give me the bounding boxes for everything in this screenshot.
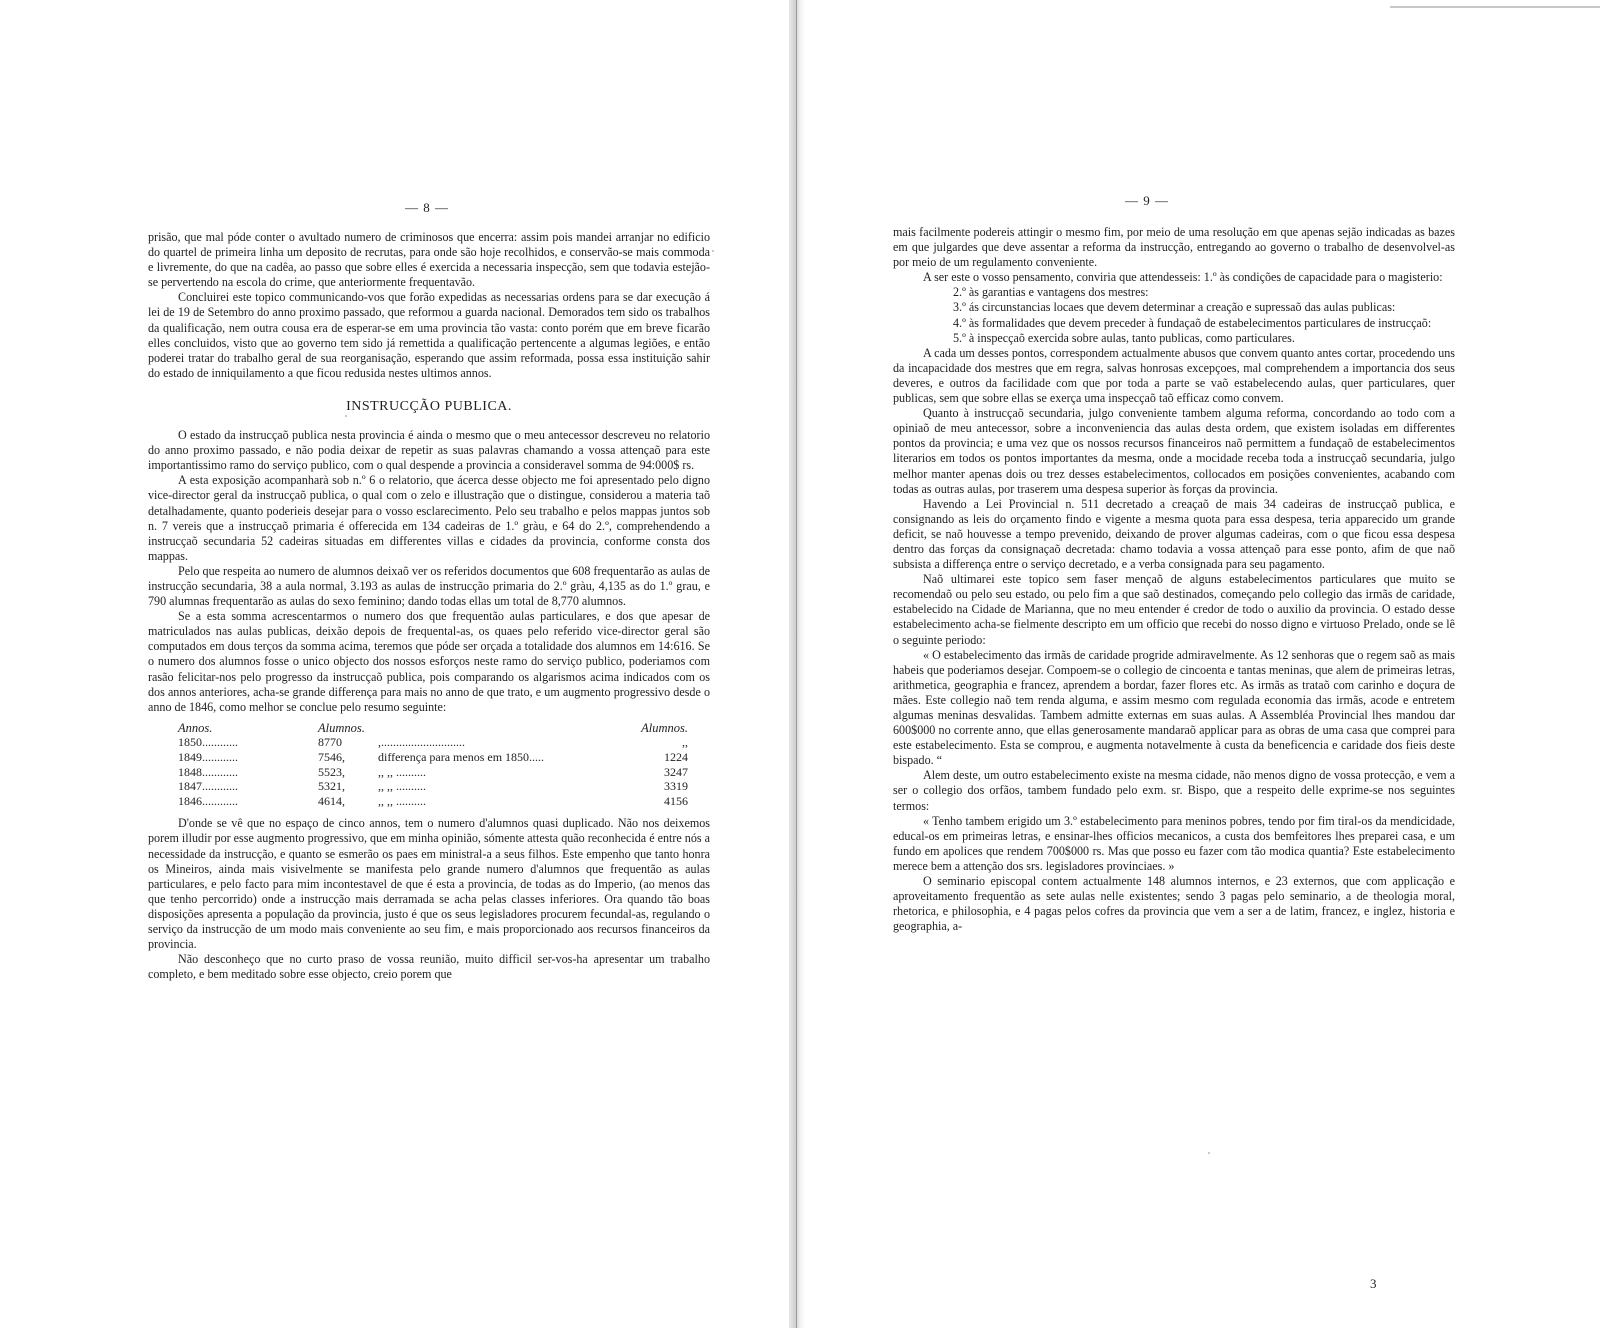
table-cell-count: 5321,: [318, 779, 345, 794]
enrollment-table: [178, 721, 688, 809]
scan-speck: [1208, 1152, 1210, 1154]
table-cell-year: 1848............: [178, 764, 238, 779]
paragraph: A ser este o vosso pensamento, conviria que attendesseis: 1.º às condições de capacidade para o magisterio:: [923, 270, 1443, 285]
table-header: [178, 721, 688, 736]
section-heading: INSTRUCÇÃO PUBLICA.: [346, 398, 512, 414]
right-text-column: [893, 225, 1455, 934]
paragraph: Se a esta somma acrescentarmos o numero dos que frequentão aulas particulares, e dos que apesar de matriculados nas aulas publicas, deixão depois de frequental-as, os quaes pelo referido vice-director geral são computados em dous terços da somma acima, teremos que póde ser orçada a totalidade dos alumnos em 14:616. Se o numero dos alumnos fosse o unico objecto dos nossos esforços neste ramo do serviço publico, poderiamos com rasão felicitar-nos pelo progresso da instrucçaõ publica, pois comparando os algarismos acima indicados com os dos annos anteriores, acha-se grande differença para mais no anno de que trato, e um augmento progressivo desde o anno de 1846, como melhor se conclue pelo resumo seguinte:: [148, 609, 710, 714]
table-cell-count: 4614,: [318, 793, 345, 808]
table-cell-diff: 3319: [664, 779, 688, 794]
right-page-number: — 9 —: [1125, 193, 1169, 208]
table-cell-year: 1850............: [178, 735, 238, 750]
table-header-cell: Alumnos.: [641, 720, 688, 735]
left-page-number: — 8 —: [405, 200, 449, 215]
paragraph: A cada um desses pontos, correspondem actualmente abusos que convem quanto antes cortar, procedendo uns da incapacidade dos mestres que em regra, salvas honrosas excepçoes, mal comprehendem a importancia dos seus deveres, e outros da facilidade com que por toda a parte se vaõ estabelecendo aulas, quer particulares, quer publicas, sem que sobre ellas se exerça uma inspecçaõ taõ efficaz como convem.: [893, 345, 1455, 406]
page-gutter: [789, 0, 805, 1328]
table-cell-diff: ,,: [682, 735, 688, 750]
paragraph: Quanto à instrucçaõ secundaria, julgo conveniente tambem alguma reforma, concordando ao todo com a opiniaõ de meu antecessor, sobre a inconveniencia das aulas desta ordem, que existem isoladas em differentes pontos da provincia; e uma vez que os nossos recursos financeiros naõ permittem a fundaçaõ de estabelecimentos literarios em todos os pontos importantes da mesma, onde a mocidade receba toda a instrucçaõ secundaria, julgo melhor manter apenas dois ou trez desses estabelecimentos, collocados em posições convenientes, acabando com todas as outras aulas, por traserem uma despesa superior às forças da provincia.: [893, 406, 1455, 496]
table-cell-note: ,, ,, ..........: [378, 793, 426, 808]
paragraph: Concluirei este topico communicando-vos que forão expedidas as necessarias ordens para se dar execução á lei de 19 de Setembro do anno proximo passado, que reformou a guarda nacional. Demorados tem sido os trabalhos da qualificação, nem outra cousa era de esperar-se em uma provincia tão vasta: conto porém que em breve ficarão elles concluidos, visto que ao governo tem sido já remettida a qualificação pertencente a algumas legiões, e então poderei tratar do trabalho geral de sua reorganisação, esperando que assim reformada, possa essa instituição sahir do estado de inniquilamento a que ficou redusida nestes ultimos annos.: [148, 290, 710, 380]
list-item: 4.º às formalidades que devem preceder à fundaçaõ de estabelecimentos particulares de instrucçaõ:: [953, 315, 1432, 330]
table-cell-note: differença para menos em 1850.....: [378, 750, 545, 764]
paragraph: Pelo que respeita ao numero de alumnos deixaõ ver os referidos documentos que 608 frequentarão as aulas de instrucção secundaria, 38 a aula normal, 3.193 as aulas de instrucção primaria do 2.º gràu, 4,135 as do 1.º grau, e 790 alumnas frequentarão as aulas do sexo feminino; dando todas ellas um total de 8,770 alumnos.: [148, 563, 710, 609]
paragraph: Não desconheço que no curto praso de vossa reunião, muito difficil ser-vos-ha apresentar um trabalho completo, e bem meditado sobre esse objecto, creio porem que: [148, 952, 710, 982]
list-item: 5.º à inspecçaõ exercida sobre aulas, tanto publicas, como particulares.: [953, 330, 1295, 345]
table-cell-note: ,............................: [378, 735, 465, 750]
left-text-column: [148, 230, 710, 982]
table-row: [178, 794, 688, 809]
table-cell-diff: 1224: [664, 750, 688, 764]
paragraph: Naõ ultimarei este topico sem faser mençaõ de alguns estabelecimentos particulares que muito se recomendaõ ou pelo seu estado, ou pelo fim a que saõ destinados, começando pelo collegio das irmãs de caridade, estabelecido na Cidade de Marianna, que no meu entender é credor de todo o auxilio da provincia. O estado desse estabelecimento acha-se fielmente descripto em um officio que recebi do nosso digno e virtuoso Prelado, onde se lê o seguinte periodo:: [893, 572, 1455, 647]
signature-mark: 3: [1370, 1276, 1377, 1291]
table-cell-count: 5523,: [318, 764, 345, 779]
table-cell-note: ,, ,, ..........: [378, 764, 426, 779]
table-cell-diff: 3247: [664, 764, 688, 779]
quote-paragraph: « O estabelecimento das irmãs de caridade progride admiravelmente. As 12 senhoras que o regem saõ as mais habeis que poderiamos desejar. Compoem-se o collegio de cincoenta e tantas meninas, que alem de primeiras letras, arithmetica, geographia e francez, aprendem a bordar, fazer flores etc. As irmãs as trataõ com carinho e doçura de mães. Este collegio naõ tem renda alguma, e assim mesmo com regulada economia das irmãs, acode e entretem algumas meninas desvalidas. Tambem admitte externas em suas aulas. A Assembléa Provincial lhes mandou dar 600$000 no corrente anno, que ellas generosamente mandaraõ applicar para as obras de uma casa que comprei para este estabelecimento. Esta se comprou, e augmenta notavelmente à custa da beneficencia e caridade dos fieis deste bispado. “: [893, 647, 1455, 768]
paragraph: D'onde se vê que no espaço de cinco annos, tem o numero d'alumnos quasi duplicado. Não nos deixemos porem illudir por esse augmento progressivo, que em minha opinião, sómente attesta quão reconhecida é entre nós a necessidade da instrucção, e quanto se esmerão os paes em ministral-a a seus filhos. Este empenho que tanto honra os Mineiros, ainda mais visivelmente se manifesta pelo grande numero d'alumnos que frequentão as aulas particulares, e pelo facto para mim incontestavel de que é esta a provincia, de todas as do Imperio, (ao menos das que tenho percorrido) onde a instrucção mais derramada se acha pelas classes inferiores. Ora quando tão boas disposições apresenta a população da provincia, justo é que os seus legisladores procurem fecundal-as, regulando o serviço da instrucção de um modo mais conveniente ao seu fim, e mais proporcionado aos recursos financeiros da provincia.: [148, 816, 710, 952]
table-header-cell: Annos.: [178, 720, 213, 735]
paragraph: Alem deste, um outro estabelecimento existe na mesma cidade, não menos digno de vossa protecção, e vem a ser o collegio dos orfãos, tambem fundado pelo exm. sr. Bispo, que a respeito delle exprime-se nos seguintes termos:: [893, 768, 1455, 813]
table-cell-count: 8770: [318, 735, 342, 750]
table-header-cell: Alumnos.: [318, 720, 365, 735]
list-item: 3.º ás circunstancias locaes que devem determinar a creação e supressaõ das aulas publicas:: [953, 300, 1396, 315]
paragraph: mais facilmente podereis attingir o mesmo fim, por meio de uma resolução em que apenas sejão indicadas as bazes em que julgardes que deve assentar a reforma da instrucção, entregando ao governo o trabalho de desenvolvel-as por meio de um regulamento conveniente.: [893, 225, 1455, 270]
table-cell-year: 1849............: [178, 750, 238, 764]
paragraph: O estado da instrucçaõ publica nesta provincia é ainda o mesmo que o meu antecessor descreveu no relatorio do anno proximo passado, e não podia deixar de repetir as suas palavras chamando a vossa attençaõ para este importantissimo ramo do serviço publico, com o qual despende a provincia a consideravel somma de 94:000$ rs.: [148, 428, 710, 473]
table-row: [178, 735, 688, 750]
table-cell-year: 1847............: [178, 779, 238, 794]
paragraph: Havendo a Lei Provincial n. 511 decretado a creaçaõ de mais 34 cadeiras de instrucçaõ publica, e consignando as leis do orçamento findo e vigente a mesma quota para essa despesa, teria apparecido um grande deficit, se naõ houvesse a tempo prevenido, deixando de prover algumas cadeiras, com o que ficou essa despesa dentro das forças da consignaçaõ decretada: chamo todavia a vossa attençaõ para esse ponto, afim de que naõ subsista a differença entre o serviço decretado, e a verba consignada para seu pagamento.: [893, 496, 1455, 572]
scan-artifact: [1390, 6, 1600, 8]
gutter-fold-line: [796, 0, 797, 1328]
quote-paragraph: « Tenho tambem erigido um 3.º estabelecimento para meninos pobres, tendo por fim tiral-os da mendicidade, educal-os em primeiras letras, e ensinar-lhes officios mecanicos, a custa dos bemfeitores lhes preparei casa, e um fundo em apolices que rendem 700$000 rs. Mas que posso eu fazer com tão modica quantia? Este estabelecimento merece bem a attenção dos srs. legisladores provinciaes. »: [893, 813, 1455, 873]
table-cell-note: ,, ,, ..........: [378, 779, 426, 794]
table-cell-count: 7546,: [318, 750, 345, 764]
paragraph: O seminario episcopal contem actualmente 148 alumnos internos, e 23 externos, que com applicação e aproveitamento frequentão as sete aulas nelle existentes; sendo 3 pagas pelo seminario, a de theologia moral, rhetorica, e philosophia, e 4 pagas pelos cofres da provincia que vem a ser a de latim, francez, e inglez, historia e geographia, a-: [893, 874, 1455, 934]
paragraph: prisão, que mal póde conter o avultado numero de criminosos que encerra: assim pois mandei arranjar no edificio do quartel de primeira linha um deposito de recrutas, para onde são hoje recolhidos, e conservão-se mais commoda e livremente, do que na cadêa, ao passo que sobre elles é exercida a necessaria inspecção, sem que todavia estejão-se pervertendo na escola do crime, que anteriormente frequentavão.: [148, 230, 710, 290]
list-item: 2.º às garantias e vantagens dos mestres:: [953, 285, 1149, 300]
scan-speck: [712, 250, 714, 252]
table-row: [178, 765, 688, 780]
paragraph: A esta exposição acompanharà sob n.º 6 o relatorio, que ácerca desse objecto me foi apresentado pelo digno vice-director geral da instrucçaõ publica, o qual com o zelo e illustração que o distingue, considerou a materia taõ detalhadamente, quanto poderieis desejar para o vosso esclarecimento. Pelo seu trabalho e pelos mappas juntos sob n. 7 vereis que a instrucçaõ primaria é offerecida em 134 cadeiras de 1.º gràu, e 64 do 2.º, comprehendendo a instrucçaõ secundaria 52 cadeiras situadas em differentes villas e cidades da provincia, conforme consta dos mappas.: [148, 473, 710, 563]
table-cell-diff: 4156: [664, 793, 688, 808]
table-cell-year: 1846............: [178, 793, 238, 808]
table-row: [178, 750, 688, 765]
table-row: [178, 779, 688, 794]
